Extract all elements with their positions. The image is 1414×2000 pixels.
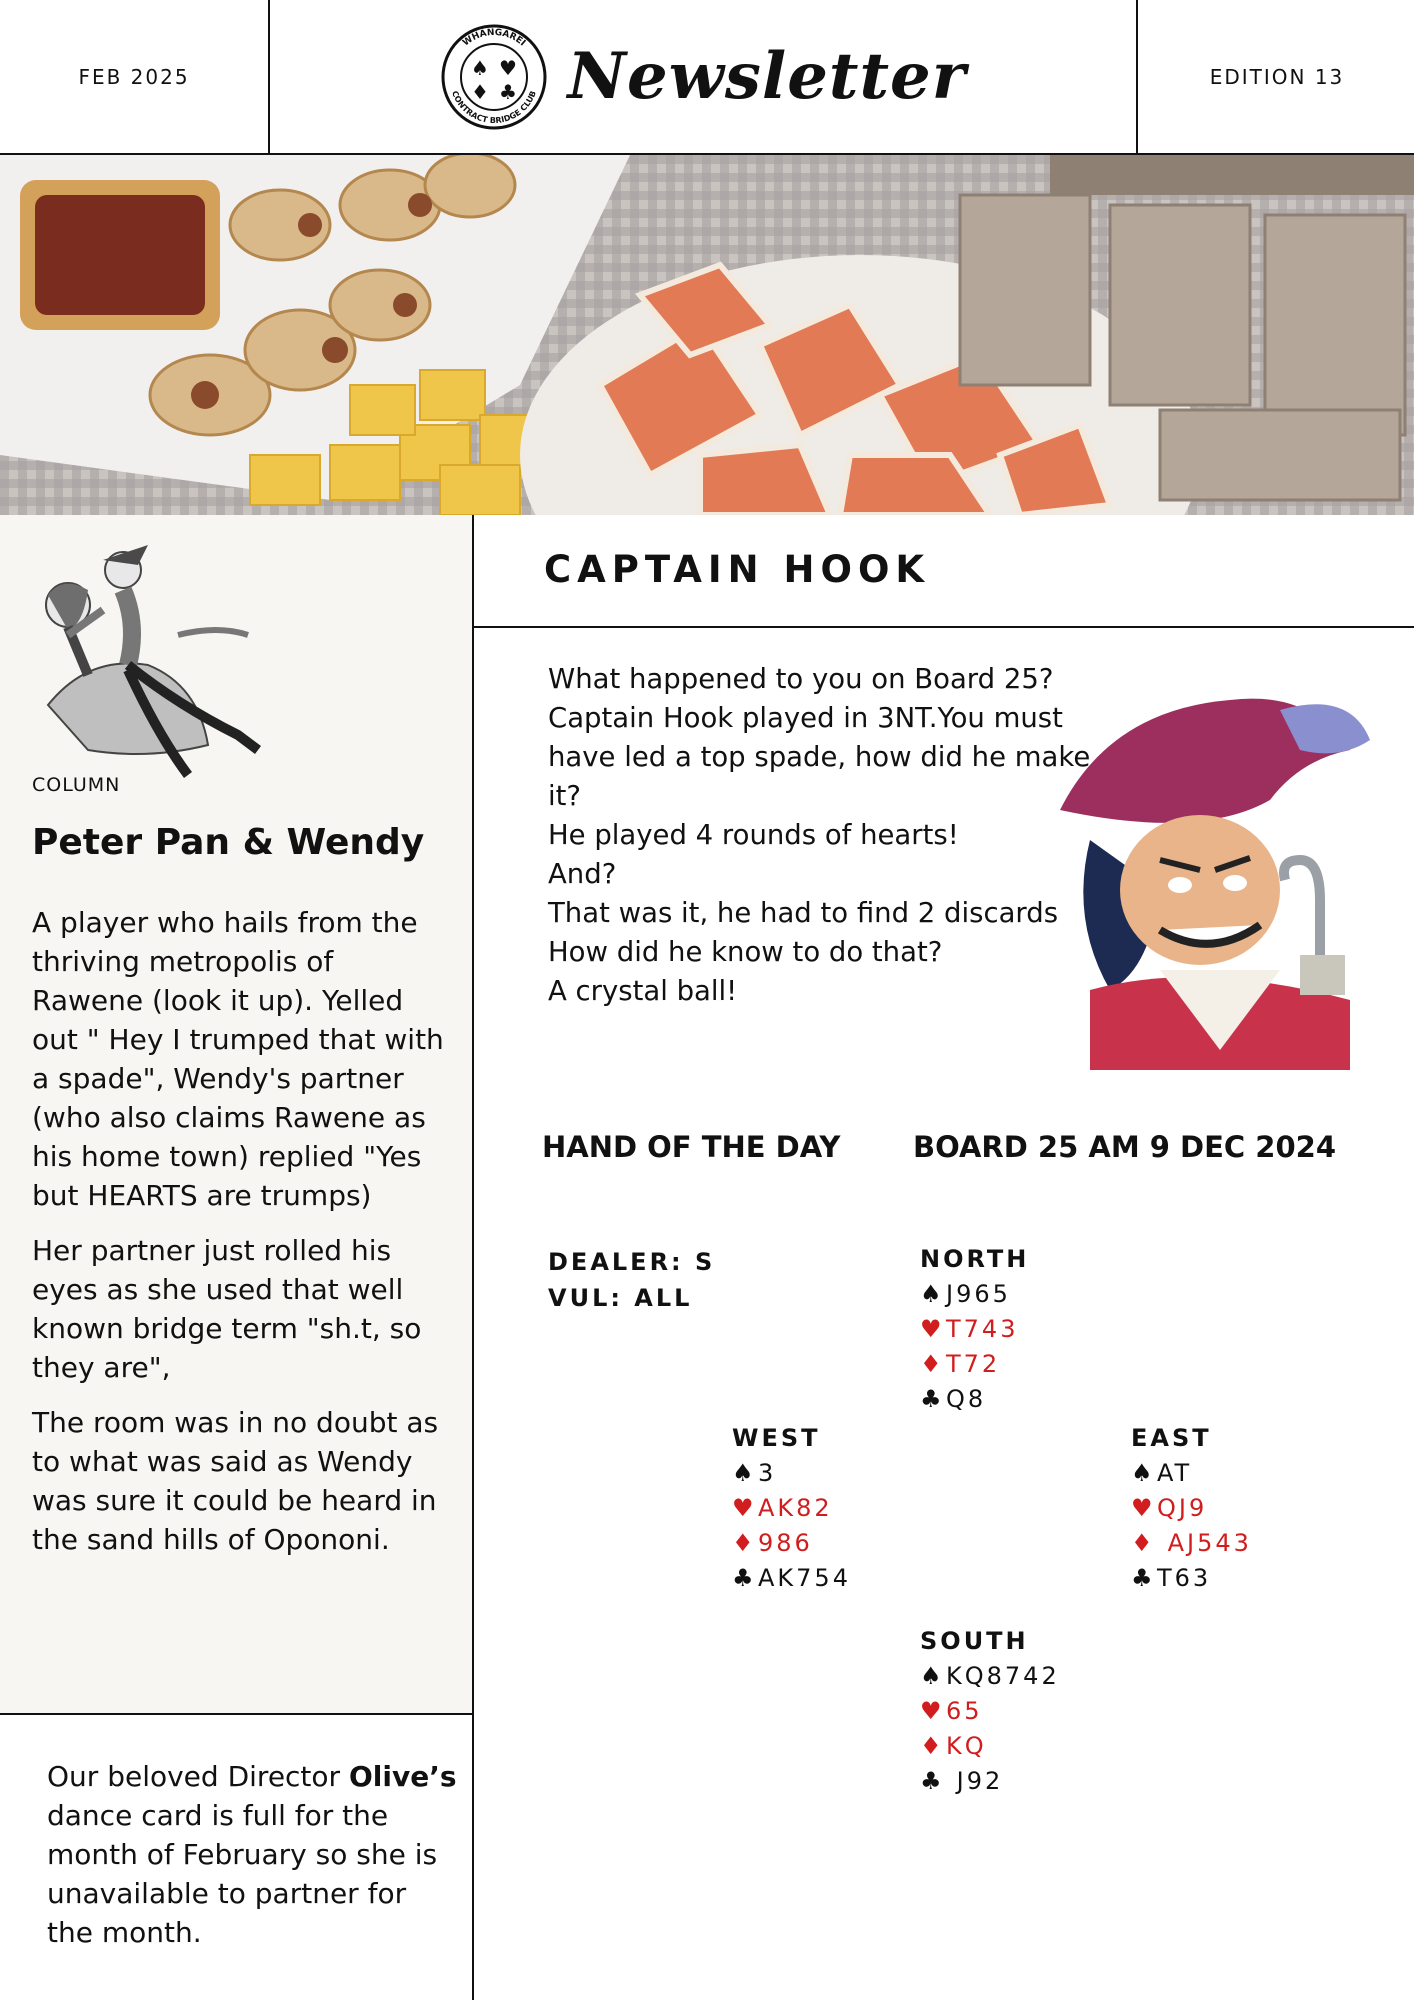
spades-holding: KQ8742 [946,1662,1060,1690]
spades-holding: 3 [758,1459,777,1487]
club-icon: ♣ [920,1385,945,1413]
column-paragraph: A player who hails from the thriving metropolis of Rawene (look it up). Yelled out " Hey I trumped that with a spade", Wendy's partner (who also claims Rawene as his home town) replied "Yes but HEARTS are trumps) [32,906,444,1212]
spade-icon: ♠ [1131,1459,1156,1487]
story-line: And? [548,858,617,890]
director-notice: Our beloved Director Olive’s dance card is full for the month of February so she is unavailable to partner for the month. [47,1760,457,1949]
food-banner-photo [0,155,1414,515]
captain-hook-illustration [1050,690,1380,1070]
deal-info [548,1244,715,1316]
hearts-holding: T743 [946,1315,1019,1343]
diamonds-holding: KQ [946,1732,987,1760]
diamond-icon: ♦ [920,1732,945,1760]
clubs-holding: J92 [946,1767,1004,1795]
heart-icon: ♥ [920,1315,945,1343]
hand-direction: WEST [732,1424,821,1452]
vulnerability: VUL: ALL [548,1284,693,1312]
newsletter-title: Newsletter [567,39,967,114]
column-title: Peter Pan & Wendy [32,822,425,863]
board-label: BOARD 25 AM 9 DEC 2024 [913,1130,1337,1164]
edition-number: EDITION 13 [1136,0,1414,153]
diamond-icon: ♦ [920,1350,945,1378]
clubs-holding: Q8 [946,1385,987,1413]
column-kicker: COLUMN [32,774,121,796]
hand-south [920,1624,1060,1799]
club-icon: ♣ [920,1767,945,1795]
issue-date: FEB 2025 [0,0,270,153]
spade-icon: ♠ [732,1459,757,1487]
hand-of-the-day-label: HAND OF THE DAY [542,1130,841,1164]
newsletter-header [0,0,1414,155]
spade-icon: ♠ [920,1662,945,1690]
masthead-area [270,0,1136,153]
diamonds-holding: 986 [758,1529,813,1557]
heart-icon: ♥ [920,1697,945,1725]
column-paragraph: Her partner just rolled his eyes as she used that well known bridge term "sh.t, so they are", [32,1234,422,1384]
hearts-holding: 65 [946,1697,983,1725]
logo-top-text: WHANGAREI [460,27,527,48]
story-line: have led a top spade, how did he make [548,741,1091,773]
svg-text:♣: ♣ [498,79,517,104]
story-line: How did he know to do that? [548,936,943,968]
story-line: Captain Hook played in 3NT.You must [548,702,1063,734]
spades-holding: J965 [946,1280,1011,1308]
logo-bottom-text: CONTRACT BRIDGE CLUB [449,89,538,125]
diamond-icon: ♦ [1131,1529,1156,1557]
column-paragraph: The room was in no doubt as to what was said as Wendy was sure it could be heard in the sand hills of Opononi. [32,1406,439,1556]
story-line: That was it, he had to find 2 discards [548,897,1059,929]
clubs-holding: AK754 [758,1564,851,1592]
peter-pan-wendy-illustration [28,535,298,797]
hand-west [732,1421,851,1596]
column-body [32,903,452,1575]
section-title: CAPTAIN HOOK [544,548,931,591]
heart-icon: ♥ [732,1494,757,1522]
story-line: What happened to you on Board 25? [548,663,1054,695]
svg-text:♦: ♦ [470,79,489,104]
diamond-icon: ♦ [732,1529,757,1557]
hand-direction: EAST [1131,1424,1212,1452]
diamonds-holding: AJ543 [1157,1529,1252,1557]
club-logo [440,23,548,131]
heart-icon: ♥ [1131,1494,1156,1522]
hand-north [920,1242,1029,1417]
spades-holding: AT [1157,1459,1193,1487]
svg-text:♠: ♠ [470,55,489,80]
director-name: Olive’s [348,1760,457,1793]
clubs-holding: T63 [1157,1564,1212,1592]
diamonds-holding: T72 [946,1350,1001,1378]
story-line: He played 4 rounds of hearts! [548,819,959,851]
spade-icon: ♠ [920,1280,945,1308]
story-text [548,660,1128,1011]
story-line: it? [548,780,582,812]
club-icon: ♣ [732,1564,757,1592]
hearts-holding: AK82 [758,1494,833,1522]
club-icon: ♣ [1131,1564,1156,1592]
dealer: DEALER: S [548,1248,716,1276]
section-title-rule [472,626,1414,628]
hearts-holding: QJ9 [1157,1494,1208,1522]
hand-direction: NORTH [920,1245,1030,1273]
svg-text:♥: ♥ [498,55,517,80]
story-line: A crystal ball! [548,975,738,1007]
hand-direction: SOUTH [920,1627,1029,1655]
hand-east [1131,1421,1252,1596]
